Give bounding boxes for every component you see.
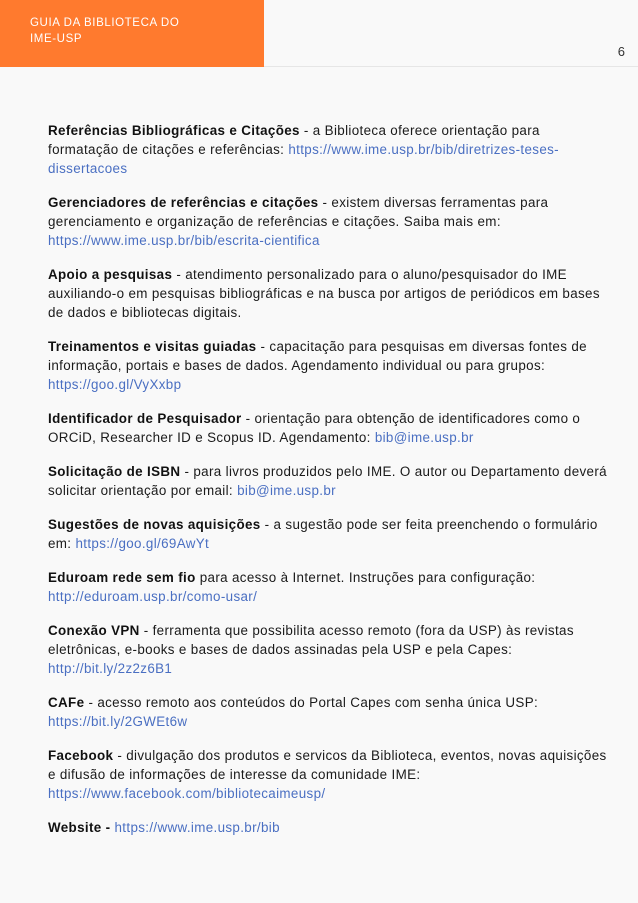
entry-text: - ferramenta que possibilita acesso remoto (fora da USP) às revistas eletrônicas, e-books e bases de dados assinadas pela USP e pela Capes: xyxy=(48,623,574,657)
entry-text: - para livros produzidos pelo IME. O autor ou Departamento deverá solicitar orientação por email: xyxy=(48,464,607,498)
page-number: 6 xyxy=(617,44,625,59)
entry-title: CAFe xyxy=(48,695,85,710)
entry-link[interactable]: https://goo.gl/69AwYt xyxy=(75,536,210,551)
entry-title: Identificador de Pesquisador xyxy=(48,411,242,426)
entry-referencias xyxy=(48,121,608,178)
entry-link[interactable]: http://eduroam.usp.br/como-usar/ xyxy=(48,589,258,604)
entry-isbn xyxy=(48,462,608,500)
entry-title: Treinamentos e visitas guiadas xyxy=(48,339,257,354)
header-title-line2: IME-USP xyxy=(30,33,83,45)
entry-title: Apoio a pesquisas xyxy=(48,267,173,282)
entry-text: - orientação para obtenção de identificadores como o ORCiD, Researcher ID e Scopus ID. Agendamento: xyxy=(48,411,581,445)
header-title xyxy=(30,15,230,47)
entry-treinamentos xyxy=(48,337,608,394)
entry-text: - acesso remoto aos conteúdos do Portal Capes com senha única USP: xyxy=(84,695,539,710)
entry-link[interactable]: https://goo.gl/VyXxbp xyxy=(48,377,182,392)
entry-text: - a sugestão pode ser feita preenchendo o formulário em: xyxy=(48,517,598,551)
entry-link[interactable]: https://www.facebook.com/bibliotecaimeusp/ xyxy=(48,786,326,801)
entry-link[interactable]: https://www.ime.usp.br/bib xyxy=(114,820,280,835)
entry-eduroam xyxy=(48,568,608,606)
entry-facebook xyxy=(48,746,608,803)
entry-text: - a Biblioteca oferece orientação para formatação de citações e referências: xyxy=(48,123,540,157)
entry-cafe xyxy=(48,693,608,731)
entry-identificador xyxy=(48,409,608,447)
entry-sugestoes xyxy=(48,515,608,553)
entry-title: Conexão VPN xyxy=(48,623,140,638)
entry-link[interactable]: http://bit.ly/2z2z6B1 xyxy=(48,661,173,676)
entry-title: Eduroam rede sem fio xyxy=(48,570,196,585)
entry-gerenciadores xyxy=(48,193,608,250)
entry-title: Website - xyxy=(48,820,115,835)
entry-link[interactable]: bib@ime.usp.br xyxy=(374,430,474,445)
entry-vpn xyxy=(48,621,608,678)
entry-title: Referências Bibliográficas e Citações xyxy=(48,123,300,138)
header-rule xyxy=(264,66,638,67)
entry-apoio xyxy=(48,265,608,322)
entry-text: - divulgação dos produtos e servicos da Biblioteca, eventos, novas aquisições e difusão de informações de interesse da comunidade IME: xyxy=(48,748,607,782)
entry-text: - capacitação para pesquisas em diversas fontes de informação, portais e bases de dados. Agendamento individual ou para grupos: xyxy=(48,339,587,373)
entry-text: para acesso à Internet. Instruções para configuração: xyxy=(195,570,536,585)
entry-link[interactable]: bib@ime.usp.br xyxy=(237,483,336,498)
header-title-line1: GUIA DA BIBLIOTECA DO xyxy=(30,17,180,29)
entry-title: Solicitação de ISBN xyxy=(48,464,181,479)
entry-title: Facebook xyxy=(48,748,114,763)
entry-title: Sugestões de novas aquisições xyxy=(48,517,261,532)
entry-link[interactable]: https://bit.ly/2GWEt6w xyxy=(48,714,188,729)
content-list xyxy=(48,121,608,852)
entry-text: - existem diversas ferramentas para gerenciamento e organização de referências e citações. Saiba mais em: xyxy=(48,195,549,229)
entry-link[interactable]: https://www.ime.usp.br/bib/escrita-cientifica xyxy=(48,233,320,248)
entry-title: Gerenciadores de referências e citações xyxy=(48,195,319,210)
entry-website xyxy=(48,818,608,837)
entry-link[interactable]: https://www.ime.usp.br/bib/diretrizes-teses-dissertacoes xyxy=(48,142,559,176)
entry-text: - atendimento personalizado para o aluno/pesquisador do IME auxiliando-o em pesquisas bibliográficas e na busca por artigos de periódicos em bases de dados e bibliotecas digitais. xyxy=(48,267,600,320)
